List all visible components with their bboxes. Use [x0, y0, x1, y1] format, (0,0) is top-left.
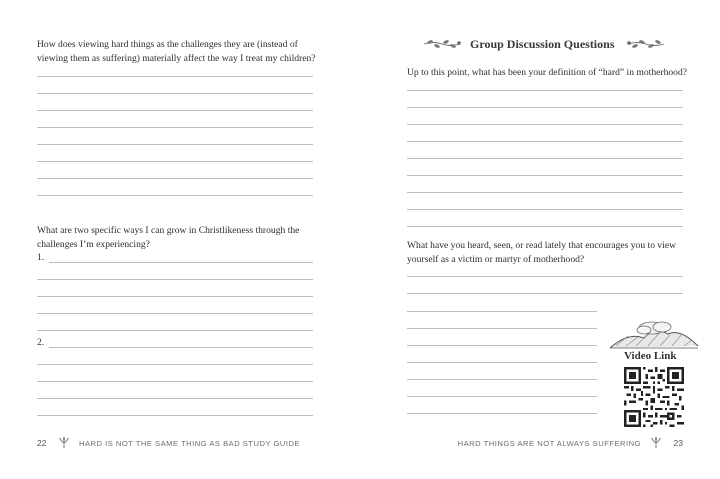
running-title: HARD THINGS ARE NOT ALWAYS SUFFERING [457, 439, 642, 448]
answer-line[interactable] [407, 413, 597, 414]
page-number: 22 [37, 438, 47, 448]
answer-line[interactable] [407, 90, 683, 91]
answer-line[interactable] [37, 110, 313, 111]
discussion-question-1: Up to this point, what has been your definition of “hard” in motherhood? [407, 67, 688, 78]
answer-line[interactable] [49, 347, 313, 348]
answer-line[interactable] [37, 364, 313, 365]
answer-line[interactable] [407, 107, 683, 108]
answer-line[interactable] [407, 124, 683, 125]
right-footer [458, 437, 683, 448]
answer-line[interactable] [407, 141, 683, 142]
question-2: What are two specific ways I can grow in Christlikeness through the challenges I’m experiencing? [37, 225, 300, 250]
answer-line[interactable] [37, 313, 313, 314]
answer-line[interactable] [37, 195, 313, 196]
answer-line[interactable] [37, 415, 313, 416]
answer-line[interactable] [37, 161, 313, 162]
right-page [360, 0, 720, 479]
sprig-icon [58, 437, 70, 448]
answer-line[interactable] [37, 144, 313, 145]
leaf-branch-ornament-icon [626, 38, 666, 50]
answer-line[interactable] [37, 76, 313, 77]
answer-line[interactable] [407, 293, 683, 294]
answer-line[interactable] [407, 192, 683, 193]
mountain-cloud-illustration-icon [608, 318, 700, 350]
answer-line[interactable] [407, 328, 597, 329]
answer-line[interactable] [407, 396, 597, 397]
answer-line[interactable] [407, 209, 683, 210]
answer-line[interactable] [37, 127, 313, 128]
leaf-branch-ornament-icon [422, 38, 462, 50]
answer-line[interactable] [37, 93, 313, 94]
item-1-label: 1. [37, 252, 45, 263]
left-footer [37, 437, 300, 448]
answer-line[interactable] [407, 345, 597, 346]
item-2-label: 2. [37, 337, 45, 348]
answer-line[interactable] [407, 362, 597, 363]
answer-line[interactable] [37, 381, 313, 382]
answer-line[interactable] [407, 311, 597, 312]
answer-line[interactable] [37, 296, 313, 297]
qr-code-icon[interactable] [624, 367, 684, 427]
answer-line[interactable] [407, 276, 683, 277]
answer-line[interactable] [407, 379, 597, 380]
answer-line[interactable] [37, 398, 313, 399]
video-link-label: Video Link [624, 350, 677, 362]
section-heading: Group Discussion Questions [470, 37, 615, 51]
sprig-icon [650, 437, 662, 448]
answer-line[interactable] [407, 175, 683, 176]
answer-line[interactable] [49, 262, 313, 263]
answer-line[interactable] [37, 330, 313, 331]
answer-line[interactable] [407, 226, 683, 227]
discussion-question-2: What have you heard, seen, or read lately that encourages you to view yourself as a victim or martyr of motherhood? [407, 240, 677, 265]
answer-line[interactable] [37, 279, 313, 280]
answer-line[interactable] [37, 178, 313, 179]
question-1: How does viewing hard things as the challenges they are (instead of viewing them as suffering) materially affect the way I treat my children? [37, 39, 316, 64]
page-number: 23 [673, 438, 683, 448]
running-title: HARD IS NOT THE SAME THING AS BAD STUDY GUIDE [78, 439, 301, 448]
answer-line[interactable] [407, 158, 683, 159]
